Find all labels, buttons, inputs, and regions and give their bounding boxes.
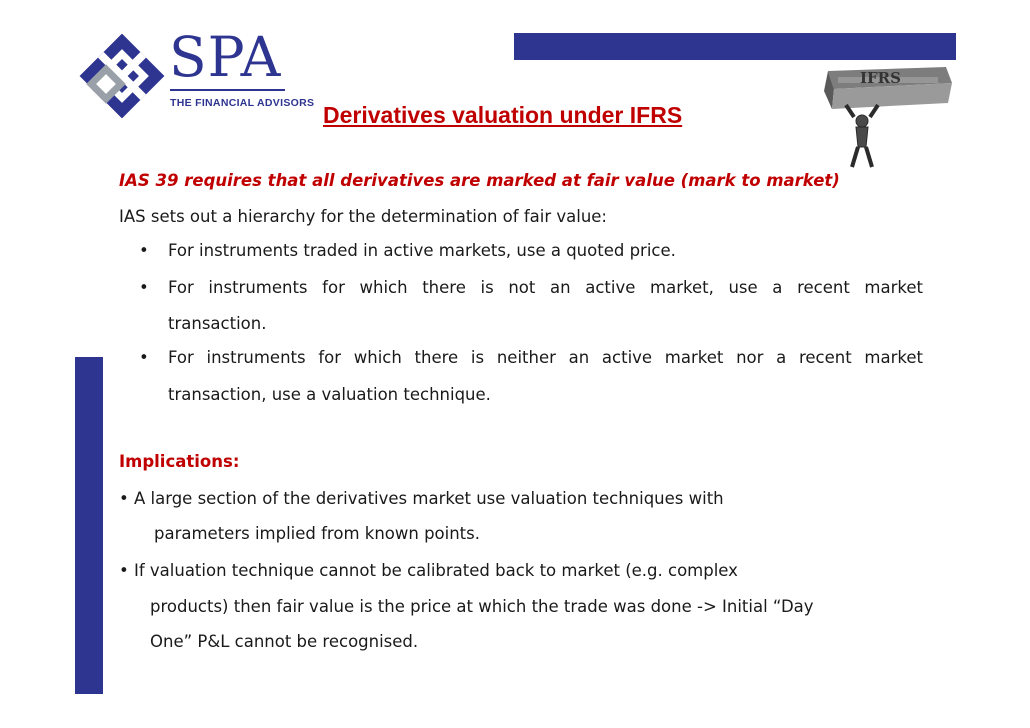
logo-rule xyxy=(170,89,285,91)
bullet-2-text-line2: transaction. xyxy=(168,314,267,333)
ifrs-carved-text: IFRS xyxy=(860,69,901,87)
ifrs-illustration xyxy=(818,61,954,171)
implication-2-line1: • If valuation technique cannot be calibrated back to market (e.g. complex xyxy=(119,561,738,580)
intro-heading: IAS 39 requires that all derivatives are marked at fair value (mark to market) xyxy=(119,171,840,190)
implication-1-line2: parameters implied from known points. xyxy=(154,524,480,543)
implication-2-line3: One” P&L cannot be recognised. xyxy=(150,632,419,651)
implication-2-line2: products) then fair value is the price at which the trade was done -> Initial “Day xyxy=(150,597,814,616)
spa-logo-mark-icon xyxy=(78,34,168,118)
bullet-3-text-line2: transaction, use a valuation technique. xyxy=(168,385,491,404)
bullet-3-text-line1: For instruments for which there is neither an active market nor a recent market xyxy=(168,348,923,367)
side-accent-bar xyxy=(75,357,103,694)
bullet-1-text: For instruments traded in active markets, use a quoted price. xyxy=(168,241,676,260)
logo-wordmark: SPA xyxy=(169,25,282,89)
bullet-marker: • xyxy=(139,241,149,260)
spa-logo xyxy=(78,25,315,118)
ifrs-atlas-icon xyxy=(818,61,954,171)
implication-1-line1: • A large section of the derivatives market use valuation techniques with xyxy=(119,489,724,508)
implications-heading: Implications: xyxy=(119,452,240,471)
page-title: Derivatives valuation under IFRS xyxy=(323,102,683,128)
top-accent-bar xyxy=(514,33,956,60)
logo-subtitle: THE FINANCIAL ADVISORS xyxy=(170,97,315,109)
bullet-marker: • xyxy=(139,278,149,297)
hierarchy-line: IAS sets out a hierarchy for the determination of fair value: xyxy=(119,207,607,226)
bullet-2-text-line1: For instruments for which there is not an active market, use a recent market xyxy=(168,278,923,297)
bullet-marker: • xyxy=(139,348,149,367)
